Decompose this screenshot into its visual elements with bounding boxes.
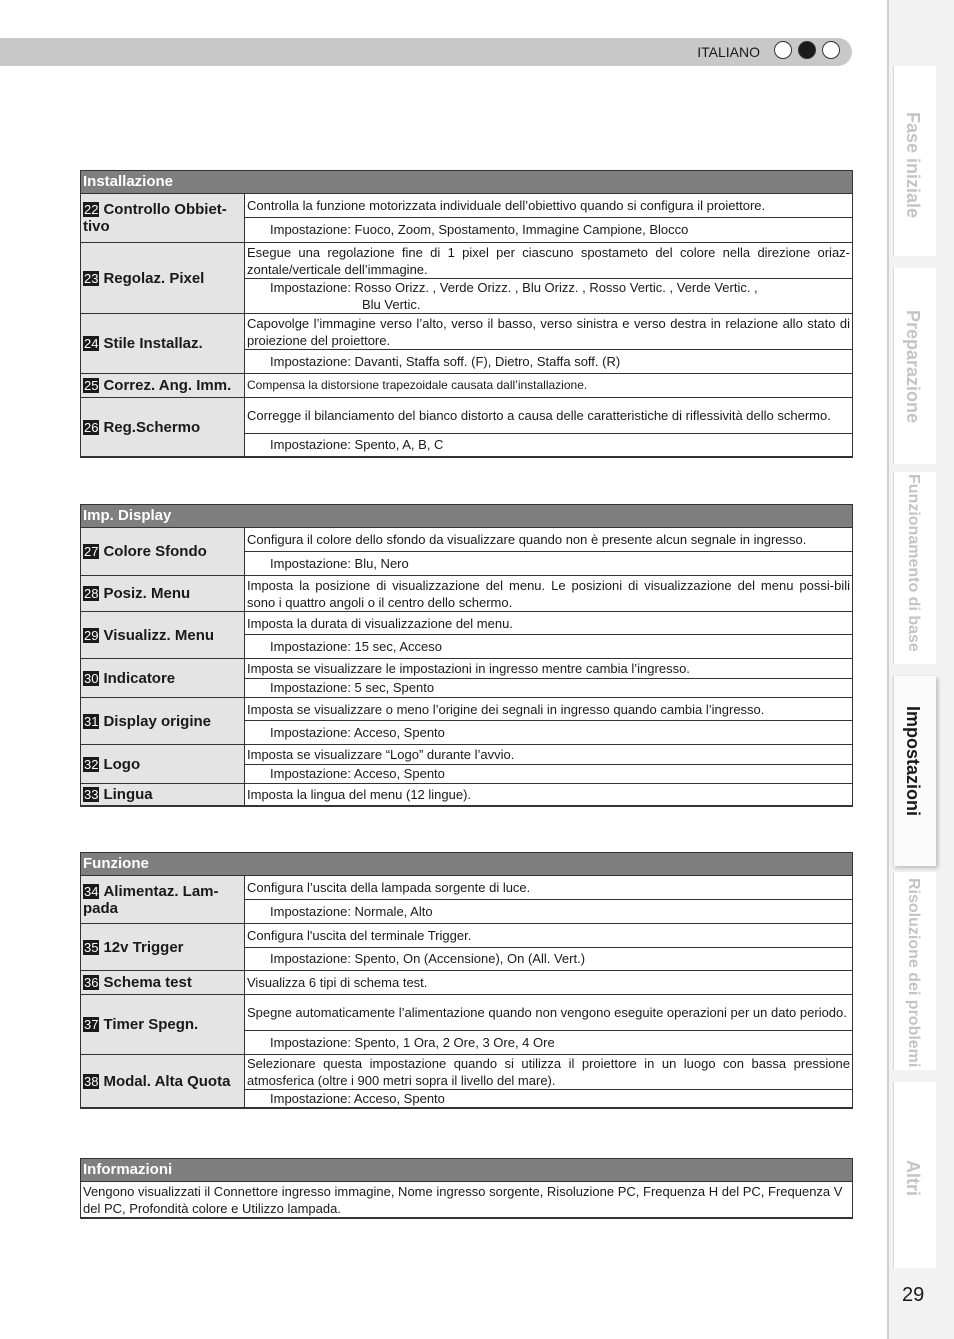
tab-impostazioni[interactable] — [893, 676, 936, 866]
tab-label: Fase iniziale — [903, 112, 923, 219]
row-description: Configura l’uscita della lampada sorgente di luce. — [247, 880, 531, 895]
table-row — [81, 971, 852, 995]
table-row — [81, 924, 852, 971]
row-description: Esegue una regolazione fine di 1 pixel per ciascuno spostameto del colore nella direzione oriaz-zontale/verticale dell’immagine. — [247, 244, 850, 277]
row-description: Selezionare questa impostazione quando si utilizza il proiettore in un luogo con bassa pressione atmosferica (oltre i 900 metri sopra il livello del mare). — [247, 1056, 850, 1088]
row-label: 26 Reg.Schermo — [81, 398, 245, 456]
section-display — [80, 504, 853, 807]
row-setting: Impostazione: Acceso, Spento — [245, 764, 852, 782]
row-label: 28 Posiz. Menu — [81, 576, 245, 611]
table-row — [81, 745, 852, 784]
circle-icon — [822, 41, 840, 59]
row-setting: Impostazione: Davanti, Staffa soff. (F), Dietro, Staffa soff. (R) — [245, 349, 852, 372]
row-description: Imposta la posizione di visualizzazione del menu. Le posizioni di visualizzazione del menu possi-bili sono i quattro angoli o il centro dello schermo. — [247, 577, 850, 610]
table-row — [81, 314, 852, 374]
circle-icon — [774, 41, 792, 59]
row-label: 22 Controllo Obbiet-tivo — [81, 194, 245, 242]
row-label: 25 Correz. Ang. Imm. — [81, 374, 245, 397]
section-title: Informazioni — [81, 1159, 852, 1182]
section-installazione — [80, 170, 853, 458]
row-description: Controlla la funzione motorizzata individuale dell’obiettivo quando si configura il proiettore. — [247, 198, 766, 213]
table-row — [81, 612, 852, 659]
table-row — [81, 995, 852, 1055]
table-row — [81, 876, 852, 924]
row-description: Configura l'uscita del terminale Trigger. — [247, 928, 472, 943]
tab-preparazione[interactable] — [893, 268, 936, 464]
row-setting: Impostazione: Fuoco, Zoom, Spostamento, Immagine Campione, Blocco — [245, 217, 852, 241]
tab-altri[interactable] — [893, 1082, 936, 1268]
table-row — [81, 194, 852, 243]
table-row — [81, 374, 852, 398]
row-setting: Impostazione: 15 sec, Acceso — [245, 634, 852, 657]
language-indicator — [774, 41, 840, 59]
row-description: Imposta la durata di visualizzazione del menu. — [247, 615, 513, 631]
row-description: Capovolge l’immagine verso l’alto, verso il basso, verso sinistra e verso destra in relazione allo stato di proiezione del proiettore. — [247, 315, 850, 348]
tab-label: Preparazione — [903, 310, 923, 424]
table-row — [81, 528, 852, 576]
row-label: 38 Modal. Alta Quota — [81, 1055, 245, 1107]
row-description: Imposta se visualizzare le impostazioni in ingresso mentre cambia l’ingresso. — [247, 661, 690, 676]
table-row — [81, 398, 852, 456]
row-setting: Impostazione: Acceso, Spento — [245, 1089, 852, 1106]
table-row — [81, 698, 852, 745]
header-bar — [0, 38, 852, 66]
row-description: Compensa la distorsione trapezoidale causata dall’installazione. — [247, 378, 588, 392]
row-label: 29 Visualizz. Menu — [81, 612, 245, 658]
row-label: 34 Alimentaz. Lam-pada — [81, 876, 245, 923]
row-setting: Impostazione: Spento, A, B, C — [245, 433, 852, 455]
language-label: ITALIANO — [697, 44, 760, 60]
row-description: Configura il colore dello sfondo da visualizzare quando non è presente alcun segnale in ingresso. — [247, 532, 807, 547]
row-description: Imposta se visualizzare o meno l’origine dei segnali in ingresso quando cambia l’ingresso. — [247, 701, 765, 717]
row-description: Visualizza 6 tipi di schema test. — [247, 975, 428, 990]
tab-label: Impostazioni — [903, 706, 923, 817]
row-description: Imposta la lingua del menu (12 lingue). — [247, 787, 472, 802]
row-label: 36 Schema test — [81, 971, 245, 994]
tab-label: Funzionamento di base — [905, 474, 922, 652]
table-row — [81, 243, 852, 314]
row-label: 37 Timer Spegn. — [81, 995, 245, 1054]
tab-label: Altri — [903, 1160, 923, 1196]
row-setting: Impostazione: Acceso, Spento — [245, 720, 852, 743]
row-setting: Impostazione: Blu, Nero — [245, 551, 852, 574]
table-row — [81, 784, 852, 805]
row-description: Spegne automaticamente l’alimentazione quando non vengono eseguite operazioni per un dato periodo. — [247, 1005, 847, 1020]
row-description: Imposta se visualizzare “Logo” durante l’avvio. — [247, 747, 515, 762]
row-label: 33 Lingua — [81, 784, 245, 805]
sidebar-divider — [887, 0, 889, 1339]
row-label: 24 Stile Installaz. — [81, 314, 245, 373]
section-title: Installazione — [81, 171, 852, 194]
tab-funzionamento-di-base[interactable] — [893, 472, 936, 664]
row-label: 32 Logo — [81, 745, 245, 783]
section-funzione — [80, 852, 853, 1109]
filled-circle-icon — [798, 41, 816, 59]
page-number: 29 — [902, 1284, 925, 1306]
tab-fase-iniziale[interactable] — [893, 66, 936, 256]
tab-risoluzione-dei-problemi[interactable] — [893, 872, 936, 1070]
section-title: Funzione — [81, 853, 852, 876]
table-row — [81, 576, 852, 612]
row-label: 35 12v Trigger — [81, 924, 245, 970]
section-title: Imp. Display — [81, 505, 852, 528]
row-setting: Impostazione: Normale, Alto — [245, 899, 852, 922]
row-description: Corregge il bilanciamento del bianco distorto a causa delle caratteristiche di riflessività dello schermo. — [247, 408, 831, 423]
tab-label: Risoluzione dei problemi — [905, 878, 922, 1068]
row-setting: Impostazione: 5 sec, Spento — [245, 678, 852, 696]
row-label: 31 Display origine — [81, 698, 245, 744]
row-setting: Impostazione: Spento, 1 Ora, 2 Ore, 3 Ore, 4 Ore — [245, 1030, 852, 1053]
row-setting: Impostazione: Rosso Orizz. , Verde Orizz. , Blu Orizz. , Rosso Vertic. , Verde Vertic. , Blu Vertic. — [245, 278, 852, 312]
table-row — [81, 659, 852, 698]
row-setting: Impostazione: Spento, On (Accensione), On (All. Vert.) — [245, 947, 852, 969]
row-label: 23 Regolaz. Pixel — [81, 243, 245, 313]
row-label: 27 Colore Sfondo — [81, 528, 245, 575]
row-label: 30 Indicatore — [81, 659, 245, 697]
info-description: Vengono visualizzati il Connettore ingresso immagine, Nome ingresso sorgente, Risoluzione PC, Frequenza H del PC, Frequenza V del PC, Profondità colore e Utilizzo lampada. — [83, 1183, 843, 1216]
table-row — [81, 1055, 852, 1107]
section-informazioni — [80, 1158, 853, 1219]
